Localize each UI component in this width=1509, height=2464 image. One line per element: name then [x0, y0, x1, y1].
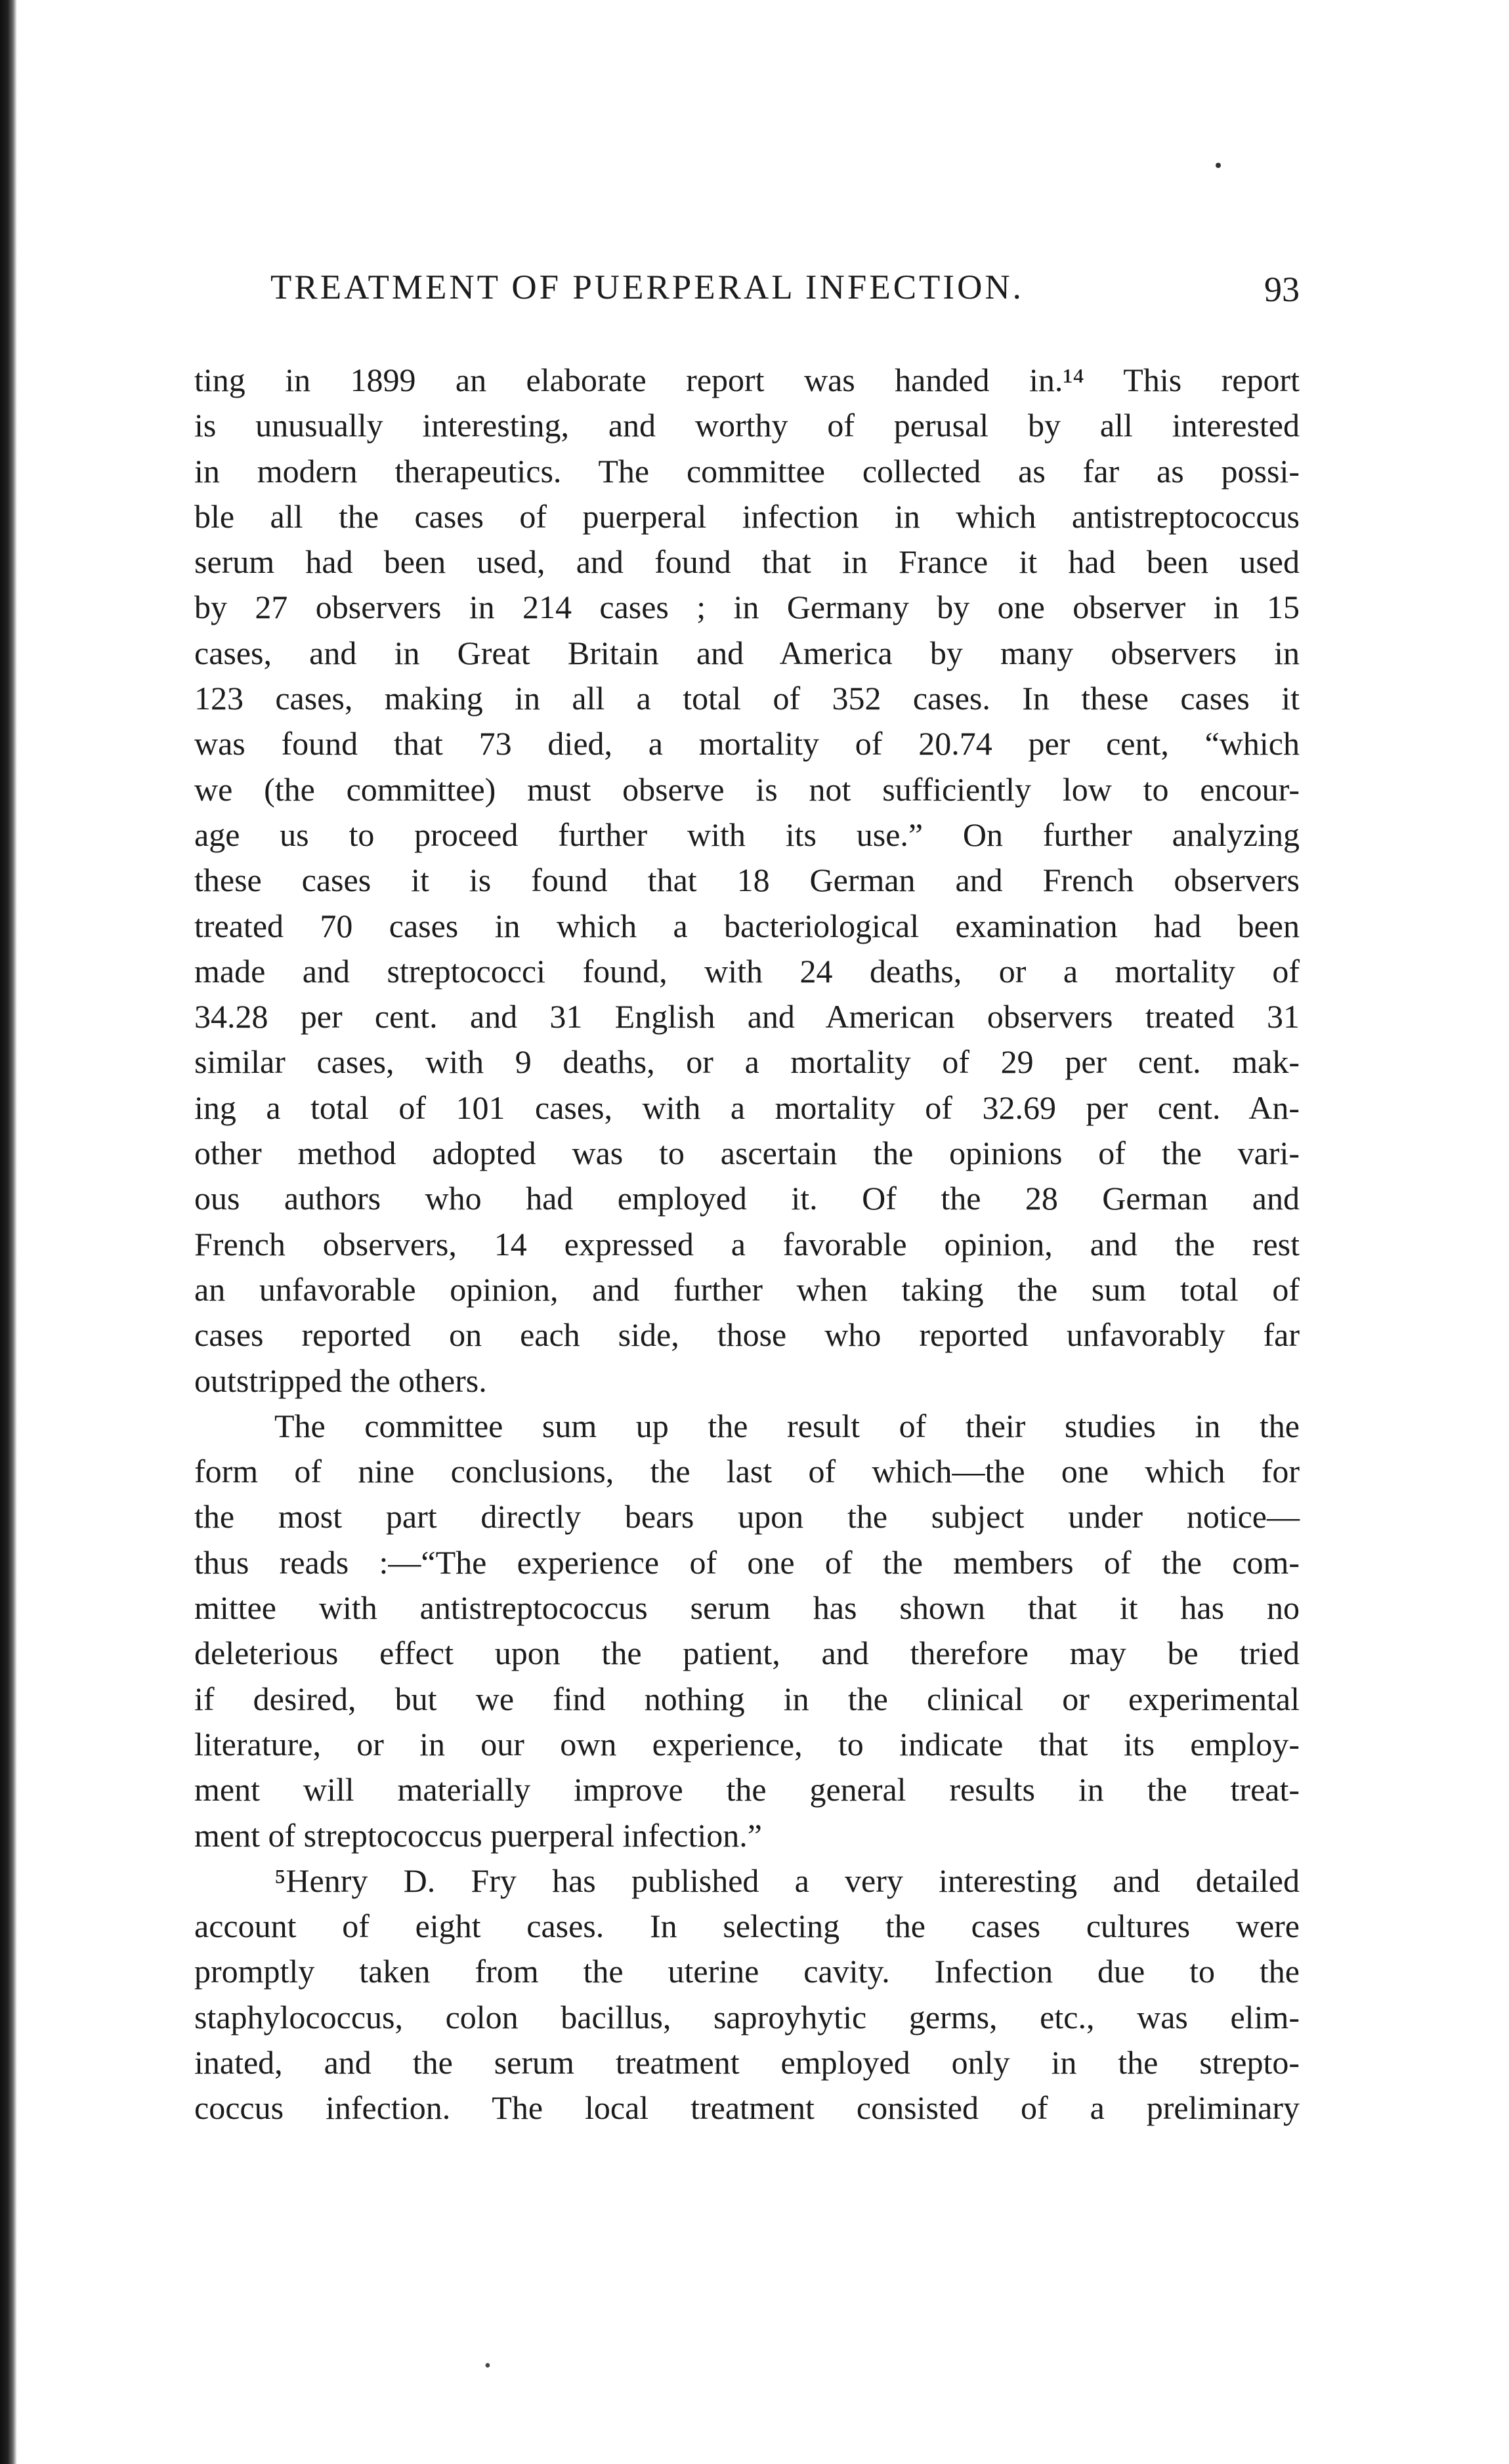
text-line: by 27 observers in 214 cases ; in Germany by one observer in 15	[194, 589, 1300, 626]
text-line: ⁵Henry D. Fry has published a very interesting and detailed	[274, 1862, 1300, 1899]
text-line: an unfavorable opinion, and further when taking the sum total of	[194, 1270, 1300, 1308]
scan-speck	[1216, 163, 1221, 168]
text-line: in modern therapeutics. The committee collected as far as possi-	[194, 452, 1300, 490]
text-line: cases reported on each side, those who reported unfavorably far	[194, 1316, 1300, 1354]
text-line: similar cases, with 9 deaths, or a mortality of 29 per cent. mak-	[194, 1043, 1300, 1081]
text-line: ous authors who had employed it. Of the 28 German and	[194, 1180, 1300, 1217]
text-line: promptly taken from the uterine cavity. Infection due to the	[194, 1953, 1300, 1990]
text-line: is unusually interesting, and worthy of perusal by all interested	[194, 407, 1300, 444]
text-line: we (the committee) must observe is not sufficiently low to encour-	[194, 770, 1300, 808]
text-line: 34.28 per cent. and 31 English and American observers treated 31	[194, 998, 1300, 1035]
text-line: made and streptococci found, with 24 deaths, or a mortality of	[194, 952, 1300, 990]
text-line: outstripped the others.	[194, 1362, 487, 1399]
running-title: TREATMENT OF PUERPERAL INFECTION.	[270, 268, 1024, 306]
text-line: the most part directly bears upon the subject under notice—	[194, 1498, 1300, 1535]
text-line: ing a total of 101 cases, with a mortality of 32.69 per cent. An-	[194, 1089, 1300, 1126]
text-line: 123 cases, making in all a total of 352 cases. In these cases it	[194, 680, 1300, 717]
text-line: deleterious effect upon the patient, and therefore may be tried	[194, 1635, 1300, 1672]
bottom-mark: •	[484, 2356, 491, 2376]
text-line: if desired, but we find nothing in the clinical or experimental	[194, 1680, 1300, 1717]
text-line: these cases it is found that 18 German and French observers	[194, 862, 1300, 899]
text-line: serum had been used, and found that in France it had been used	[194, 543, 1300, 581]
paragraph-3	[194, 1858, 1300, 2131]
text-line: was found that 73 died, a mortality of 20.74 per cent, “which	[194, 725, 1300, 762]
text-line: The committee sum up the result of their studies in the	[274, 1407, 1300, 1444]
text-line: cases, and in Great Britain and America by many observers in	[194, 634, 1300, 671]
text-line: ting in 1899 an elaborate report was handed in.¹⁴ This report	[194, 362, 1300, 398]
text-line: literature, or in our own experience, to indicate that its employ-	[194, 1725, 1300, 1763]
text-line: mittee with antistreptococcus serum has shown that it has no	[194, 1589, 1300, 1627]
text-line: thus reads :—“The experience of one of the members of the com-	[194, 1543, 1300, 1581]
page-number: 93	[1264, 270, 1300, 309]
text-line: coccus infection. The local treatment consisted of a preliminary	[194, 2089, 1300, 2127]
text-line: staphylococcus, colon bacillus, saproyhytic germs, etc., was elim-	[194, 1998, 1300, 2036]
body-text	[194, 358, 1300, 2131]
text-line: ment will materially improve the general results in the treat-	[194, 1771, 1300, 1808]
text-line: form of nine conclusions, the last of which—the one which for	[194, 1453, 1300, 1490]
paragraph-2	[194, 1404, 1300, 1858]
scan-binding-edge	[0, 0, 17, 2464]
text-line: ment of streptococcus puerperal infection.”	[194, 1816, 762, 1854]
running-header	[270, 268, 1300, 314]
paragraph-1	[194, 358, 1300, 1404]
text-line: account of eight cases. In selecting the cases cultures were	[194, 1908, 1300, 1945]
text-line: age us to proceed further with its use.” On further analyzing	[194, 816, 1300, 853]
text-line: ble all the cases of puerperal infection in which antistreptococcus	[194, 497, 1300, 535]
text-line: treated 70 cases in which a bacteriological examination had been	[194, 907, 1300, 944]
text-line: other method adopted was to ascertain the opinions of the vari-	[194, 1135, 1300, 1172]
text-line: French observers, 14 expressed a favorable opinion, and the rest	[194, 1225, 1300, 1263]
text-line: inated, and the serum treatment employed only in the strepto-	[194, 2043, 1300, 2081]
